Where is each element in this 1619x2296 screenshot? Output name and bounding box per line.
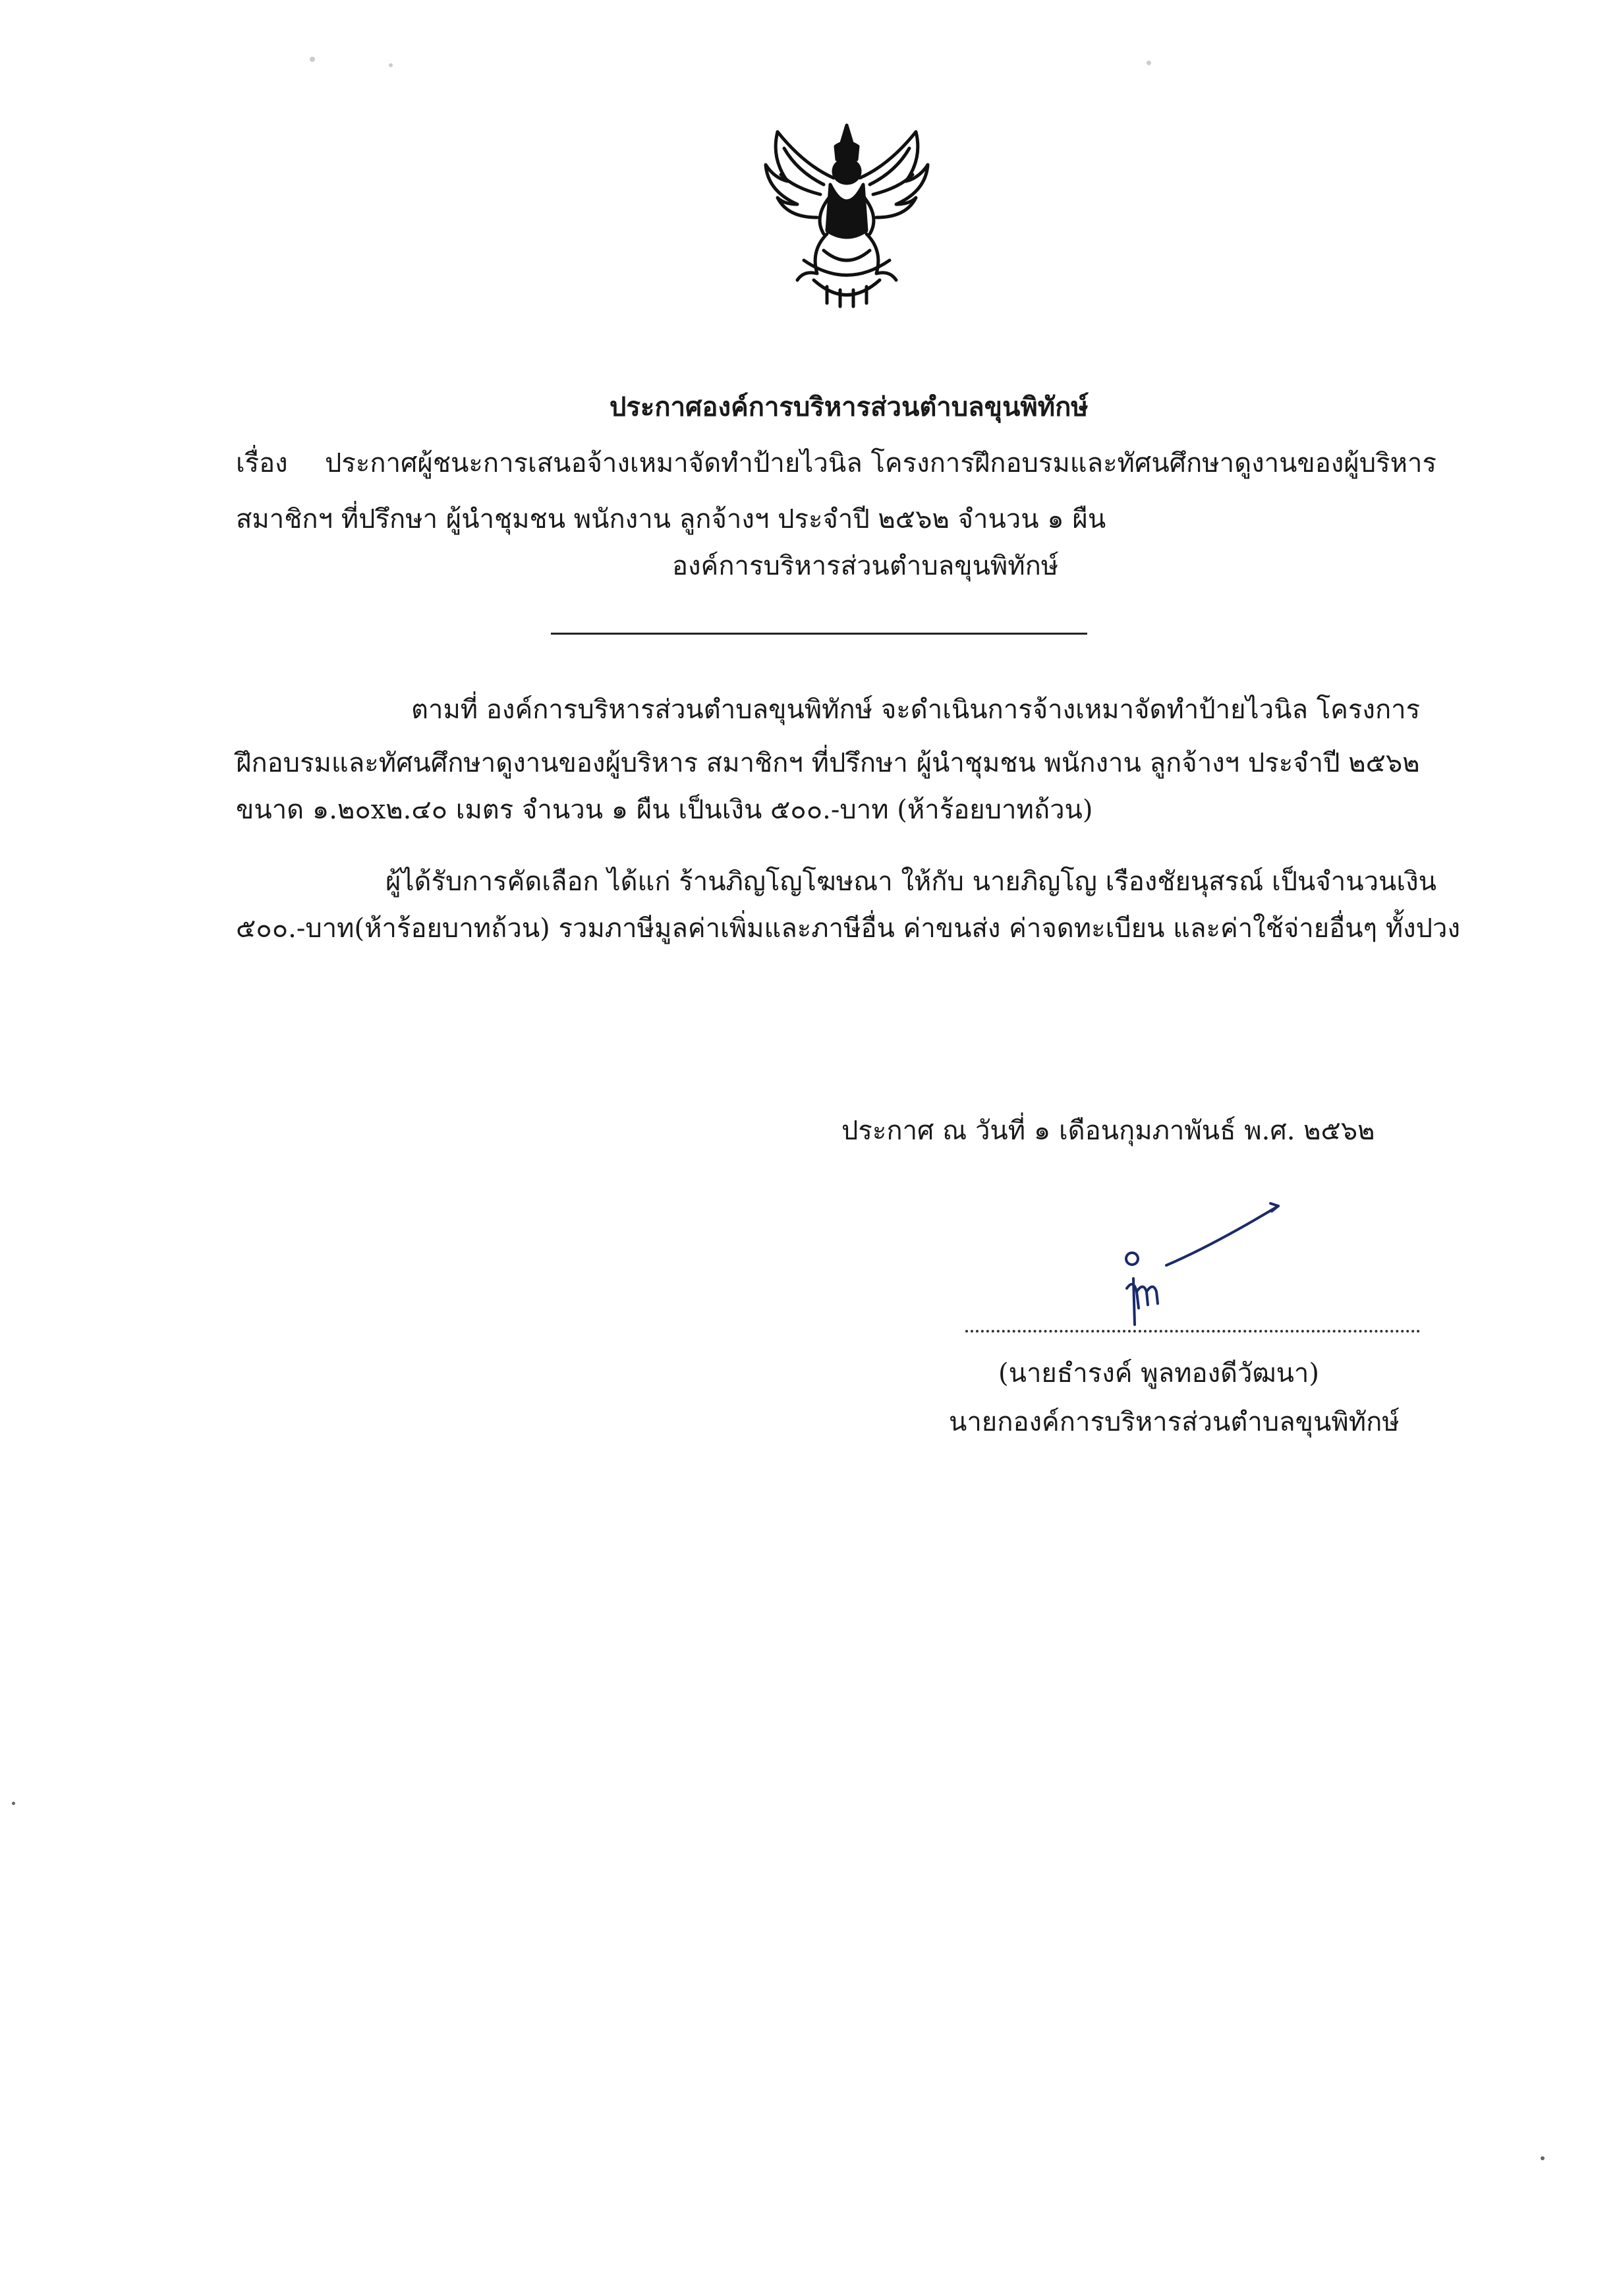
paragraph-1-line-3: ขนาด ๑.๒๐x๒.๔๐ เมตร จำนวน ๑ ผืน เป็นเงิน ๕๐๐.-บาท (ห้าร้อยบาทถ้วน) xyxy=(236,795,1093,825)
garuda-emblem-icon xyxy=(751,119,942,310)
announce-date: ประกาศ ณ วันที่ ๑ เดือนกุมภาพันธ์ พ.ศ. ๒๕๖๒ xyxy=(841,1116,1375,1146)
header-divider xyxy=(551,633,1087,635)
paragraph-1-line-1: ตามที่ องค์การบริหารส่วนตำบลขุนพิทักษ์ จะดำเนินการจ้างเหมาจัดทำป้ายไวนิล โครงการ xyxy=(411,695,1421,725)
signature-scribble-icon xyxy=(1120,1193,1318,1338)
scan-speck xyxy=(12,1802,15,1805)
page-title: ประกาศองค์การบริหารส่วนตำบลขุนพิทักษ์ xyxy=(610,391,1089,422)
scan-speck xyxy=(310,57,315,62)
subject-line-2: สมาชิกฯ ที่ปรึกษา ผู้นำชุมชน พนักงาน ลูกจ้างฯ ประจำปี ๒๕๖๒ จำนวน ๑ ผืน xyxy=(236,504,1106,534)
subject-line-3: องค์การบริหารส่วนตำบลขุนพิทักษ์ xyxy=(672,551,1059,581)
scan-speck xyxy=(389,63,393,67)
paragraph-2-line-2: ๕๐๐.-บาท(ห้าร้อยบาทถ้วน) รวมภาษีมูลค่าเพิ่มและภาษีอื่น ค่าขนส่ง ค่าจดทะเบียน และค่าใช้จ่ายอื่นๆ ทั้งปวง xyxy=(236,913,1461,944)
signatory-position: นายกองค์การบริหารส่วนตำบลขุนพิทักษ์ xyxy=(949,1407,1400,1437)
scan-speck xyxy=(1147,61,1151,65)
subject-label: เรื่อง xyxy=(236,448,288,478)
paragraph-2-line-1: ผู้ได้รับการคัดเลือก ได้แก่ ร้านภิญโญโฆษณา ให้กับ นายภิญโญ เรืองชัยนุสรณ์ เป็นจำนวนเงิน xyxy=(385,867,1436,897)
scan-speck xyxy=(1541,2156,1545,2160)
paragraph-1-line-2: ฝึกอบรมและทัศนศึกษาดูงานของผู้บริหาร สมาชิกฯ ที่ปรึกษา ผู้นำชุมชน พนักงาน ลูกจ้างฯ ประจำปี ๒๕๖๒ xyxy=(236,748,1420,778)
signatory-name: (นายธำรงค์ พูลทองดีวัฒนา) xyxy=(998,1358,1319,1389)
subject-line-1: ประกาศผู้ชนะการเสนอจ้างเหมาจัดทำป้ายไวนิล โครงการฝึกอบรมและทัศนศึกษาดูงานของผู้บริหาร xyxy=(325,448,1436,478)
signature-line xyxy=(965,1330,1420,1333)
